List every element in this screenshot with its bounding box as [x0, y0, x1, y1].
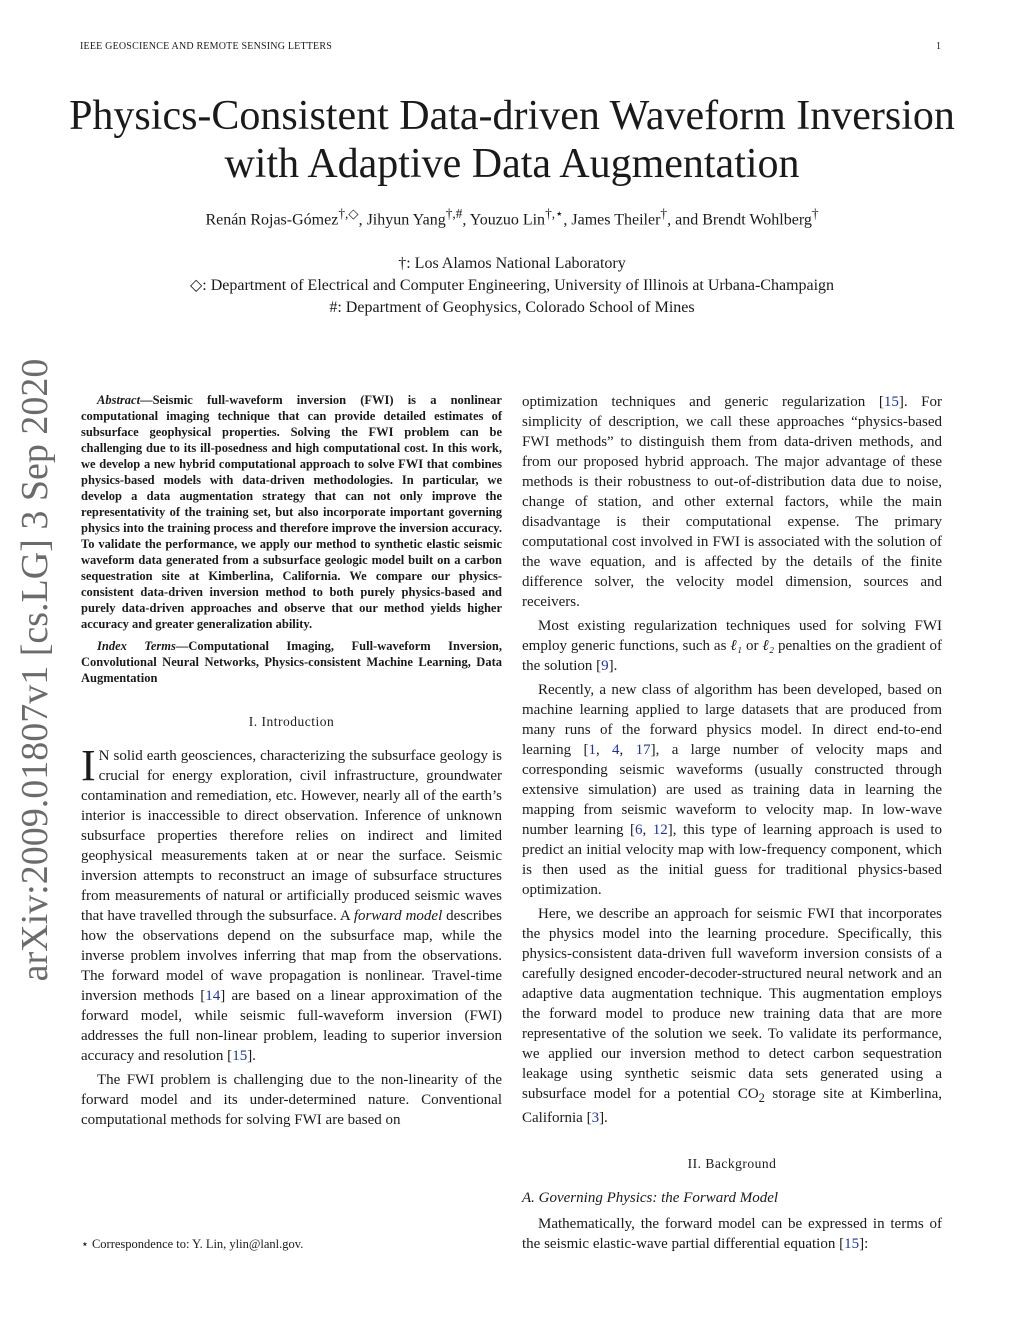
r-p4-text-b: storage site at Kimberlina, California [ — [522, 1086, 942, 1126]
subsection-heading: A. Governing Physics: the Forward Model — [522, 1190, 779, 1206]
arxiv-stamp: arXiv:2009.01807v1 [cs.LG] 3 Sep 2020 — [14, 358, 56, 982]
citation-link[interactable]: 4 — [612, 742, 620, 758]
co2-subscript: 2 — [758, 1091, 765, 1105]
author-4: , James Theiler — [563, 211, 661, 229]
abstract-label: Abstract — [97, 393, 141, 407]
affiliation-2: ◇: Department of Electrical and Computer Engineering, University of Illinois at Urbana-Champaign — [189, 277, 835, 294]
citation-link[interactable]: 12 — [652, 822, 668, 838]
author-1-mark: †,◇ — [338, 206, 359, 221]
intro-paragraph-4 — [522, 616, 942, 676]
intro-paragraph-6 — [522, 904, 942, 1128]
intro-p1-text-c: ] are based on a linear approximation of the forward model, while seismic full-waveform inversion (FWI) addresses the full non-linear problem, leading to superior inversion accuracy and resolution [ — [81, 988, 503, 1064]
intro-paragraph-3 — [522, 392, 942, 612]
author-3-mark: †,⋆ — [545, 206, 564, 221]
citation-link[interactable]: 15 — [883, 394, 899, 410]
correspondence-footnote: ⋆ Correspondence to: Y. Lin, ylin@lanl.gov. — [81, 1237, 304, 1251]
intro-paragraph-2: The FWI problem is challenging due to the non-linearity of the forward model and its under-determined nature. Conventional computational methods for solving FWI are based on — [81, 1072, 502, 1128]
affiliation-1: †: Los Alamos National Laboratory — [398, 255, 626, 272]
affiliation-3: #: Department of Geophysics, Colorado School of Mines — [329, 299, 695, 316]
r-p2-or: or — [742, 638, 763, 654]
index-terms-text: —Computational Imaging, Full-waveform Inversion, Convolutional Neural Networks, Physics-consistent Machine Learning, Data Augmentation — [81, 639, 502, 685]
index-terms-label: Index Terms — [97, 639, 176, 653]
citation-link[interactable]: 9 — [601, 658, 609, 674]
r-p3-text: Recently, a new class of algorithm has been developed, based on machine learning applied to large datasets that are produced from many runs of the forward physics model. In direct end-to-end learning [ — [522, 682, 942, 758]
title-line-1: Physics-Consistent Data-driven Waveform Inversion — [69, 93, 955, 139]
intro-paragraph-1 — [81, 741, 503, 1066]
intro-paragraph-5: Recently, a new class of algorithm has been developed, based on machine learning applied to large datasets that are produced from many runs of the forward physics model. In direct end-to-end learning [1, 4, 17], a large number of velocity maps and corresponding seismic waveforms (usually constructed through extensive simulation) are used as training data in learning the mapping from seismic waveform to velocity map. In low-wave number learning [6, 12], this type of learning approach is used to predict an initial velocity map with low-frequency component, which is then used as the initial guess for traditional physics-based optimization. — [522, 682, 942, 898]
title-line-2: with Adaptive Data Augmentation — [224, 141, 800, 187]
author-4-mark: † — [660, 206, 668, 221]
citation-link[interactable]: 14 — [205, 988, 221, 1004]
r-p3-text-b: ], a large number of velocity maps and corresponding seismic waveforms (usually constructed through extensive simulation) are used as training data in learning the mapping from seismic waveform to velocity map. In low-wave number learning [ — [522, 742, 942, 838]
r-p4-text-c: ]. — [599, 1110, 608, 1126]
author-list — [0, 206, 1024, 229]
citation-link[interactable]: 3 — [591, 1110, 600, 1126]
r-p1-text-b: ]. For simplicity of description, we call these approaches “physics-based FWI methods” to distinguish them from data-driven methods, and from our proposed hybrid approach. The major advantage of these methods is their robustness to out-of-distribution data due to noise, change of station, and other external factors, while the main disadvantage is their computational expense. The primary computational cost involved in FWI is associated with the solution of the wave equation, and is affected by the details of the finite difference solver, the velocity model dimension, sources and receivers. — [522, 394, 943, 610]
bg-p1-text-b: ]: — [859, 1236, 869, 1252]
right-column — [522, 392, 942, 1254]
author-5: , and Brendt Wohlberg — [667, 211, 812, 229]
citation-link[interactable]: 6 — [635, 822, 643, 838]
intro-p1-text-d: ]. — [247, 1048, 256, 1064]
left-column — [81, 392, 502, 1130]
author-5-mark: † — [811, 206, 819, 221]
section-2-heading: II. Background — [687, 1156, 777, 1171]
author-1: Renán Rojas-Gómez — [205, 211, 339, 229]
abstract-text: —Seismic full-waveform inversion (FWI) is a nonlinear computational imaging technique that can provide detailed estimates of subsurface geophysical properties. Solving the FWI problem can be challenging due to its ill-posedness and high computational cost. In this work, we develop a new hybrid computational approach to solve FWI that combines physics-based models with data-driven methodologies. In particular, we develop a data augmentation strategy that can not only improve the representativity of the training set, but also incorporate important governing physics into the training process and therefore improve the inversion accuracy. To validate the performance, we apply our method to synthetic elastic seismic waveform data generated from a subsurface geologic model built on a carbon sequestration site at Kimberlina, California. We compare our physics-consistent data-driven inversion method to both purely physics-based and purely data-driven approaches and observe that our method yields higher accuracy and greater generalization ability. — [81, 393, 502, 631]
r-p2-text: Most existing regularization techniques used for solving FWI employ generic functions, such as — [522, 618, 942, 654]
l1-norm: ℓ₁ — [730, 638, 743, 654]
intro-p1-text-b: describes how the observations depend on the subsurface map, while the inverse problem involves inferring that map from the observations. The forward model of wave propagation is nonlinear. Travel-time inversion methods [ — [81, 908, 502, 1004]
r-p2-text-c: ]. — [608, 658, 618, 674]
paper-title — [0, 92, 1024, 188]
intro-p1-text: N solid earth geosciences, characterizing the subsurface geology is crucial for energy exploration, civil infrastructure, groundwater contamination and remediation, etc. However, nearly all of the earth’s interior is inaccessible to direct observation. Inference of unknown subsurface properties therefore relies on indirect and limited geophysical measurements taken at or near the surface. Seismic inversion attempts to reconstruct an image of subsurface structures from measurements of natural or artificially produced seismic waves that have travelled through the subsurface. A — [81, 748, 502, 924]
affiliations — [0, 253, 1024, 319]
section-1-heading: I. Introduction — [248, 714, 335, 729]
citation-link[interactable]: 1 — [588, 742, 596, 758]
bg-p1-text: Mathematically, the forward model can be expressed in terms of the seismic elastic-wave partial differential equation [ — [522, 1216, 942, 1252]
running-head: IEEE GEOSCIENCE AND REMOTE SENSING LETTERS — [80, 41, 332, 52]
r-p3-text-c: ], this type of learning approach is used to predict an initial velocity map with low-frequency component, which is then used as the initial guess for traditional physics-based optimization. — [522, 822, 942, 898]
citation-link[interactable]: 17 — [635, 742, 651, 758]
drop-cap: I — [81, 741, 96, 790]
author-2-mark: †,# — [445, 206, 463, 221]
r-p2-text-b: penalties on the gradient of the solution [ — [522, 638, 943, 674]
author-2: , Jihyun Yang — [358, 211, 446, 229]
author-3: , Youzuo Lin — [462, 211, 546, 229]
r-p1-text: optimization techniques and generic regularization [ — [522, 394, 884, 410]
citation-link[interactable]: 15 — [232, 1048, 248, 1064]
index-terms — [81, 638, 502, 686]
page-number: 1 — [936, 41, 941, 52]
citation-link[interactable]: 15 — [844, 1236, 860, 1252]
r-p4-text: Here, we describe an approach for seismic FWI that incorporates the physics model into the learning procedure. Specifically, this physics-consistent data-driven full waveform inversion consists of a carefully designed encoder-decoder-structured neural network and an adaptive data augmentation technique. This augmentation employs the forward model to produce new training data that are more representative of the solution we seek. To validate its performance, we applied our inversion method to detect carbon sequestration leakage using synthetic seismic data sets generated using a subsurface model for a potential CO — [522, 906, 942, 1102]
background-paragraph-1 — [522, 1214, 942, 1254]
l2-norm: ℓ₂ — [762, 638, 775, 654]
abstract — [81, 392, 502, 632]
forward-model-term: forward model — [353, 908, 443, 924]
